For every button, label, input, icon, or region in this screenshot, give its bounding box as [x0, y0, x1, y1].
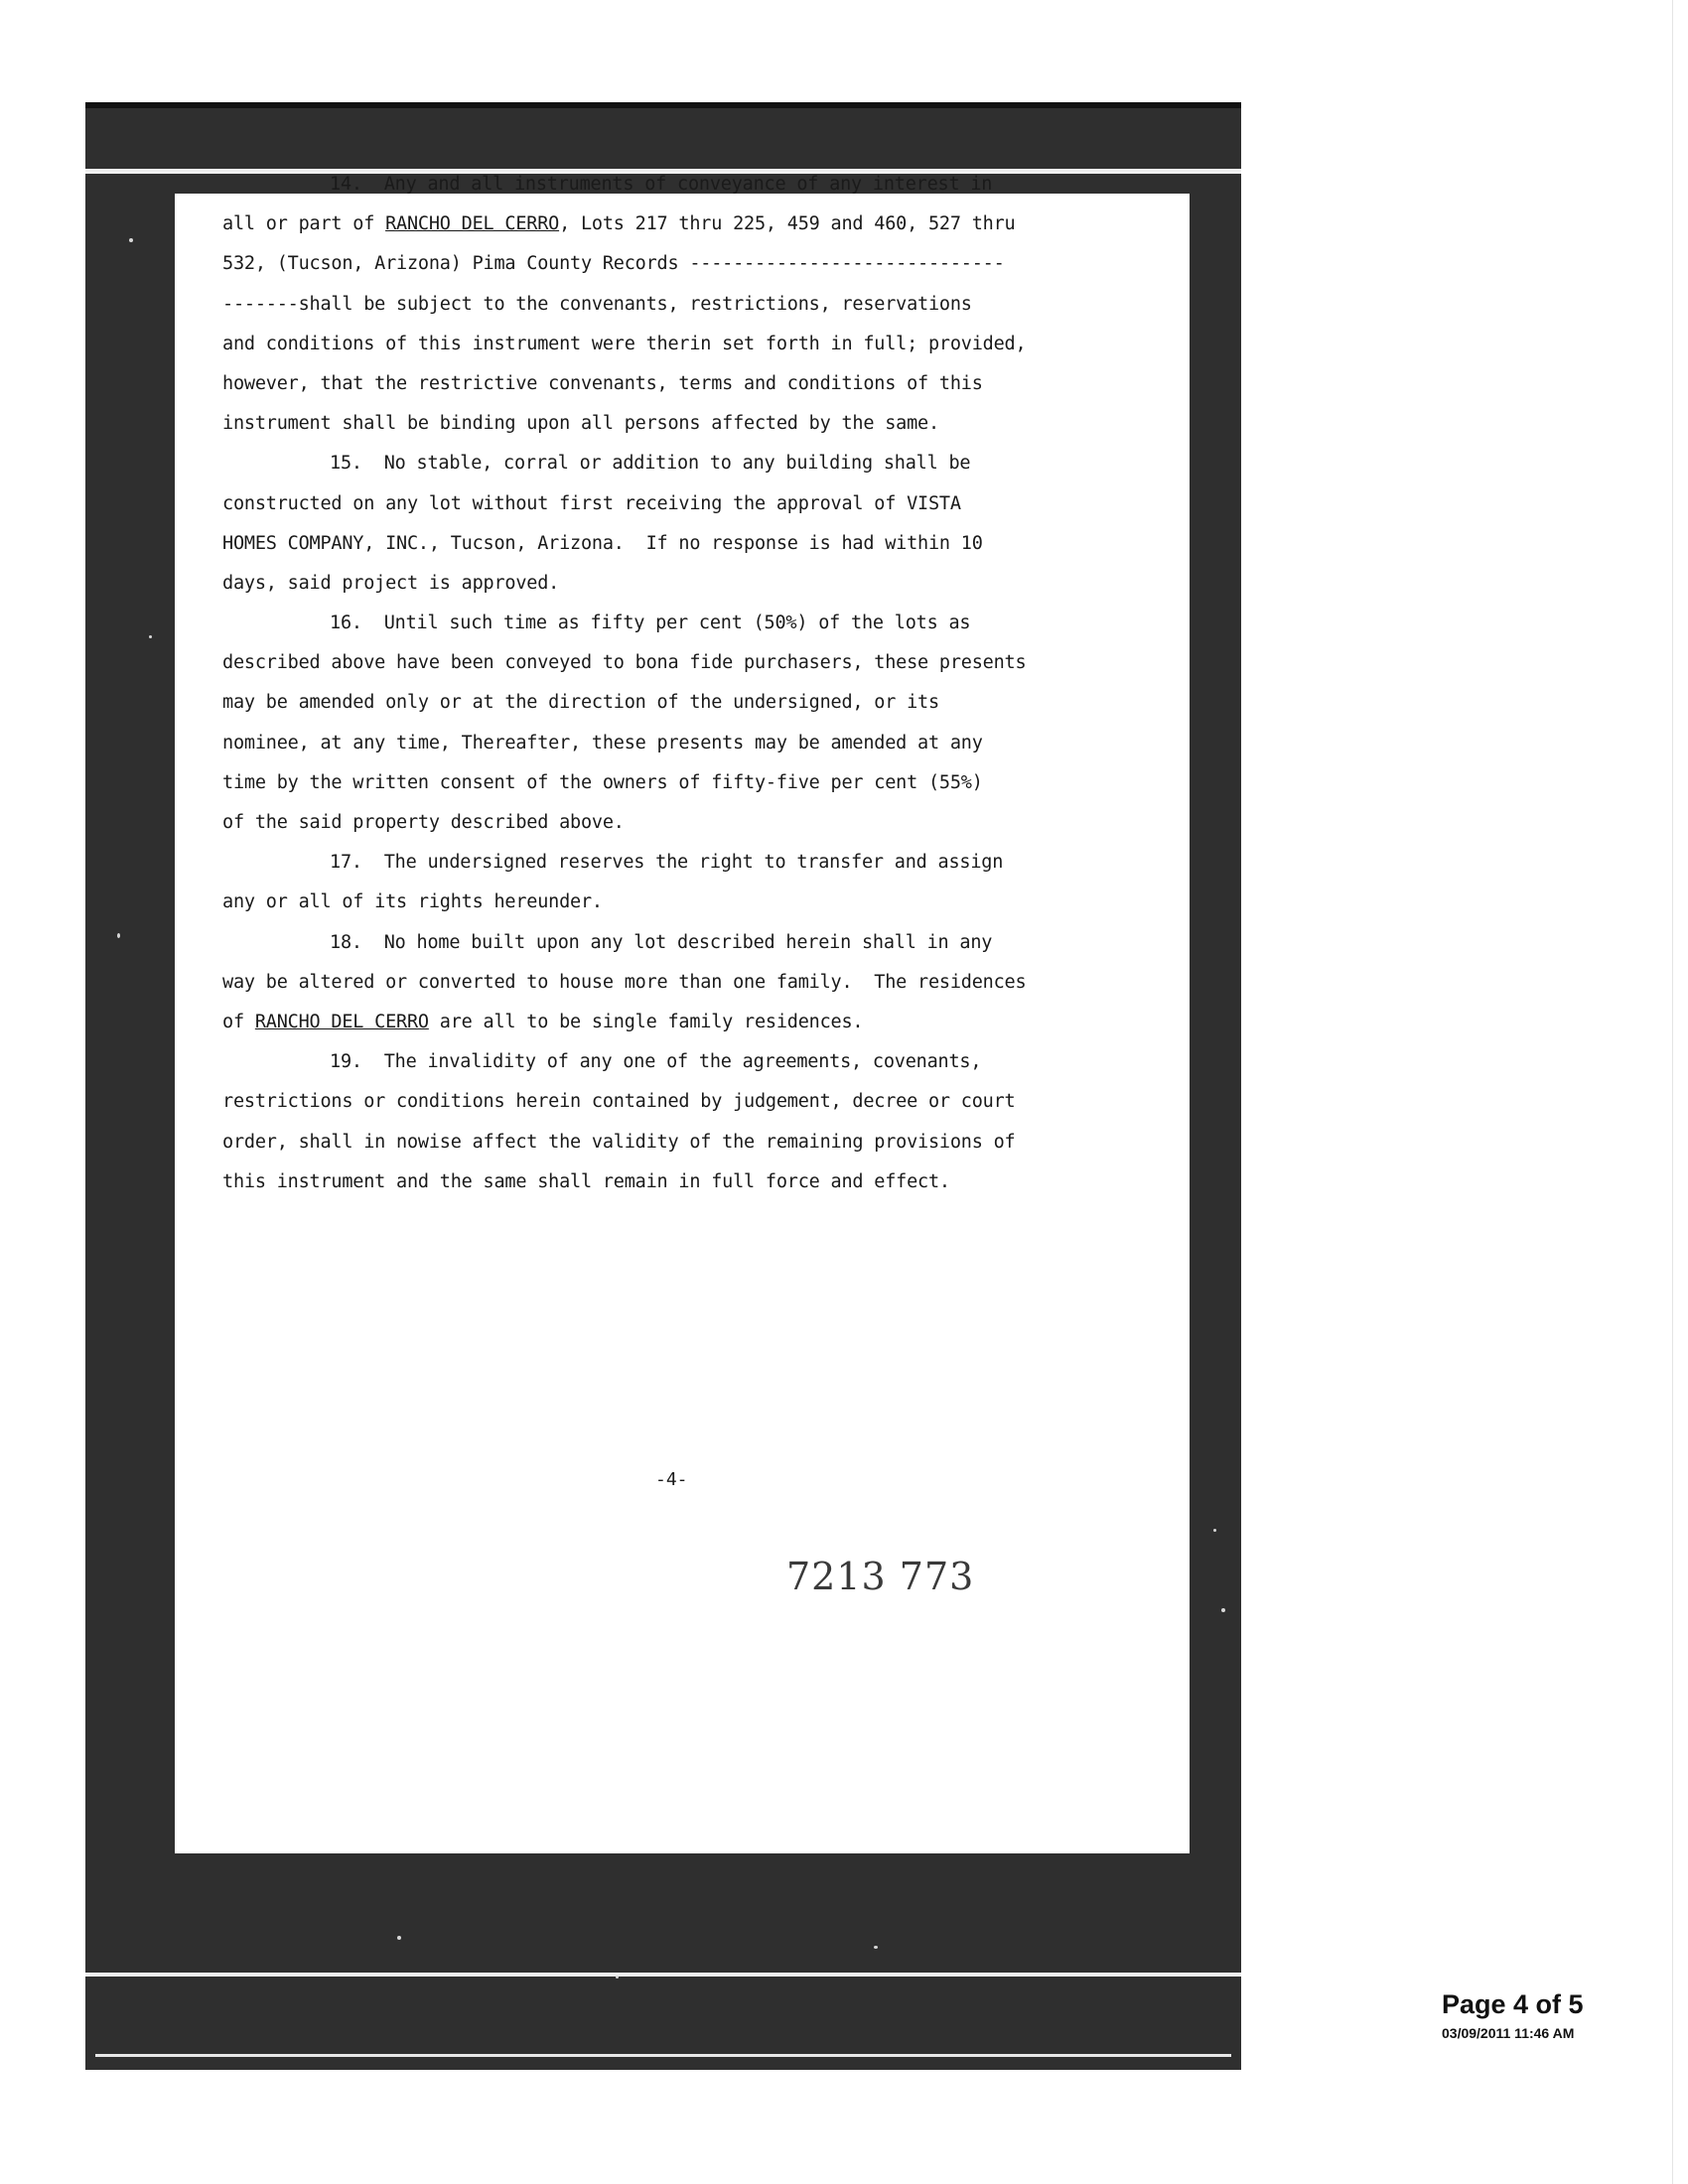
para-15-line-4: days, said project is approved. [222, 572, 560, 594]
para-16-line-6: of the said property described above. [222, 812, 625, 833]
para-18-line-3 [222, 1003, 1017, 1042]
para-16-line-2: described above have been conveyed to bona fide purchasers, these presents [222, 652, 1027, 674]
para-18-line-1: 18. No home built upon any lot described herein shall in any [330, 931, 993, 953]
para-19-line-1: 19. The invalidity of any one of the agreements, covenants, [330, 1051, 982, 1073]
para-14-line-1: 14. Any and all instruments of conveyance of any interest in [330, 174, 993, 195]
scan-speck [616, 1976, 619, 1979]
para-19-line-4: this instrument and the same shall remain in full force and effect. [222, 1170, 950, 1192]
scan-speck [1213, 1529, 1216, 1532]
scan-bottom-line [85, 1973, 1241, 1977]
print-timestamp: 03/09/2011 11:46 AM [1442, 2025, 1575, 2041]
rancho-del-cerro-underlined: RANCHO DEL CERRO [385, 213, 560, 235]
para-17-line-2: any or all of its rights hereunder. [222, 891, 603, 913]
para-17-line-1: 17. The undersigned reserves the right to transfer and assign [330, 852, 1004, 874]
page-number: -4- [655, 1469, 688, 1490]
para-14-line-2-end: , Lots 217 thru 225, 459 and 460, 527 thru [559, 213, 1016, 235]
para-19-line-2: restrictions or conditions herein contained by judgement, decree or court [222, 1091, 1016, 1113]
para-18-line-3-end: are all to be single family residences. [428, 1011, 864, 1032]
para-14-line-5: and conditions of this instrument were therin set forth in full; provided, [222, 333, 1027, 354]
para-16-line-1: 16. Until such time as fifty per cent (50%) of the lots as [330, 613, 971, 634]
para-14-line-7: instrument shall be binding upon all persons affected by the same. [222, 413, 939, 435]
rancho-del-cerro-underlined-2: RANCHO DEL CERRO [254, 1011, 429, 1032]
para-14-line-4: -------shall be subject to the convenants, restrictions, reservations [222, 293, 972, 315]
para-15-line-2: constructed on any lot without first receiving the approval of VISTA [222, 492, 961, 514]
para-18-line-2: way be altered or converted to house more than one family. The residences [222, 971, 1027, 993]
para-14-line-2-start: all or part of [222, 213, 386, 235]
para-15-line-3: HOMES COMPANY, INC., Tucson, Arizona. If no response is had within 10 [222, 532, 983, 554]
scan-speck [149, 635, 152, 638]
document-body [222, 165, 1027, 1202]
para-16-line-5: time by the written consent of the owners of fifty-five per cent (55%) [222, 771, 983, 793]
recording-stamp: 7213 773 [786, 1555, 975, 1598]
scan-bottom-line-2 [95, 2054, 1231, 2057]
para-19-line-3: order, shall in nowise affect the validity of the remaining provisions of [222, 1131, 1016, 1153]
para-14-line-2 [222, 205, 1017, 244]
page-counter: Page 4 of 5 [1442, 1989, 1584, 2019]
page-edge-line [1672, 0, 1673, 2184]
para-16-line-4: nominee, at any time, Thereafter, these presents may be amended at any [222, 732, 983, 753]
scan-speck [1221, 1608, 1225, 1612]
para-14-line-3: 532, (Tucson, Arizona) Pima County Records ----------------------------- [222, 253, 1005, 275]
para-15-line-1: 15. No stable, corral or addition to any building shall be [330, 453, 971, 475]
para-18-line-3-start: of [222, 1011, 255, 1032]
scan-speck [129, 238, 133, 242]
scan-speck [397, 1936, 401, 1940]
para-16-line-3: may be amended only or at the direction of the undersigned, or its [222, 692, 939, 714]
para-14-line-6: however, that the restrictive convenants, terms and conditions of this [222, 372, 983, 394]
scan-speck [117, 933, 120, 938]
scan-speck [874, 1946, 878, 1949]
